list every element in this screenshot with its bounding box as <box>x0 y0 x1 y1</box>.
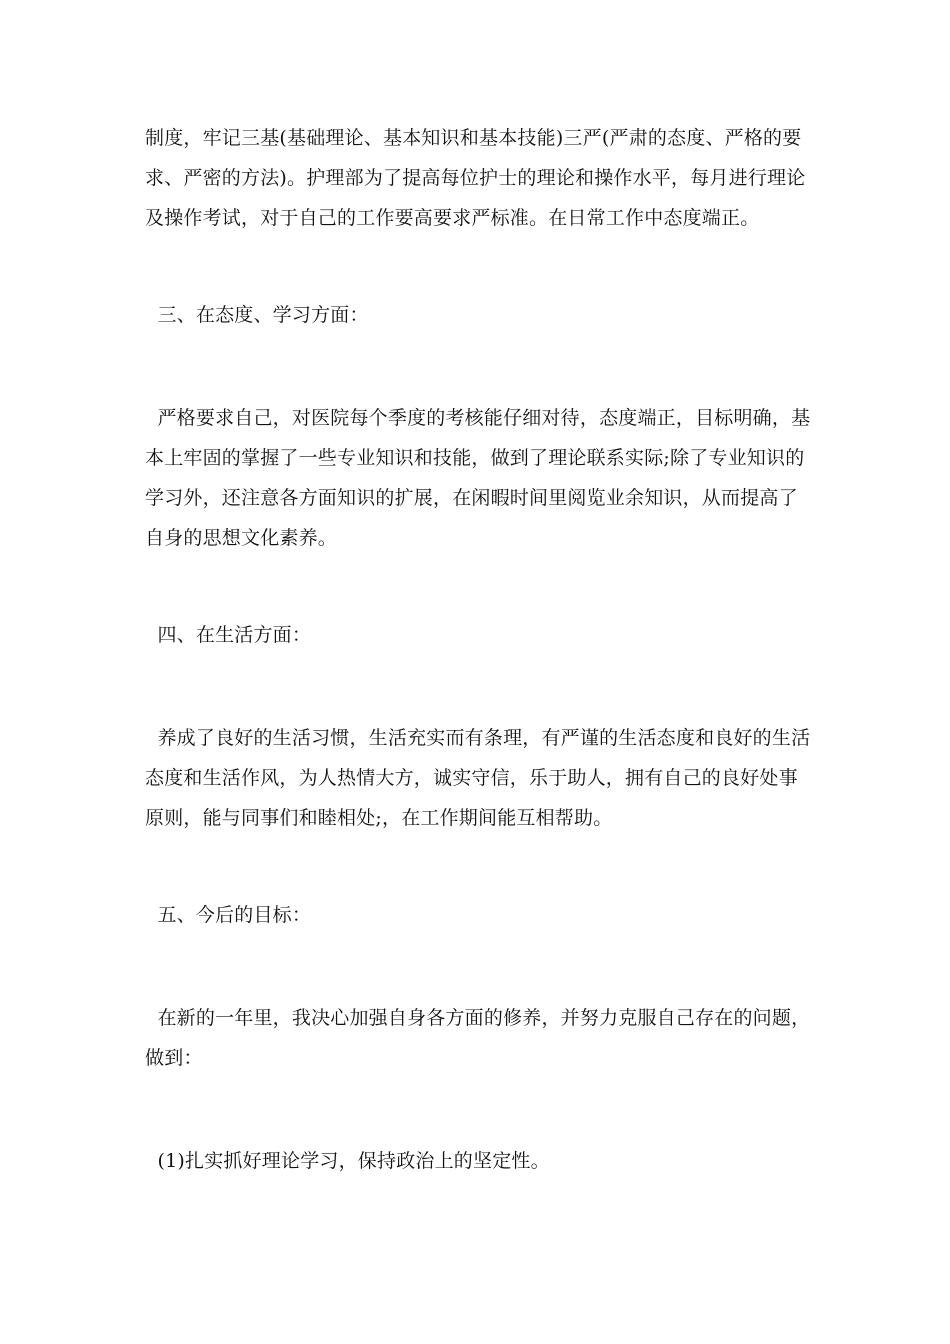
text-line: 求、严密的方法)。护理部为了提高每位护士的理论和操作水平，每月进行理论 <box>145 167 806 189</box>
section-heading-4 <box>145 615 810 655</box>
text-line: (1)扎实抓好理论学习，保持政治上的坚定性。 <box>145 1150 550 1172</box>
text-line: 做到： <box>145 1047 203 1069</box>
section-heading-3 <box>145 295 810 335</box>
paragraph-life <box>145 718 810 838</box>
text-line: 养成了良好的生活习惯，生活充实而有条理，有严谨的生活态度和良好的生活 <box>145 727 811 749</box>
text-line: 在新的一年里，我决心加强自身各方面的修养，并努力克服自己存在的问题， <box>145 1007 811 1029</box>
list-item-1 <box>145 1141 810 1181</box>
paragraph-attitude-study <box>145 398 810 558</box>
text-line: 态度和生活作风，为人热情大方，诚实守信，乐于助人，拥有自己的良好处事 <box>145 767 798 789</box>
text-line: 本上牢固的掌握了一些专业知识和技能，做到了理论联系实际;除了专业知识的 <box>145 447 805 469</box>
text-line: 及操作考试，对于自己的工作要高要求严标准。在日常工作中态度端正。 <box>145 207 760 229</box>
text-line: 制度，牢记三基(基础理论、基本知识和基本技能)三严(严肃的态度、严格的要 <box>145 127 802 149</box>
text-line: 自身的思想文化素养。 <box>145 527 338 549</box>
text-line: 原则，能与同事们和睦相处;，在工作期间能互相帮助。 <box>145 807 613 829</box>
text-line: 严格要求自己，对医院每个季度的考核能仔细对待，态度端正，目标明确，基 <box>145 407 811 429</box>
heading-text: 五、今后的目标： <box>145 904 312 926</box>
paragraph-continuation <box>145 118 810 238</box>
section-heading-5 <box>145 895 810 935</box>
heading-text: 三、在态度、学习方面： <box>145 304 369 326</box>
paragraph-goals <box>145 998 810 1078</box>
text-line: 学习外，还注意各方面知识的扩展，在闲暇时间里阅览业余知识，从而提高了 <box>145 487 798 509</box>
heading-text: 四、在生活方面： <box>145 624 312 646</box>
